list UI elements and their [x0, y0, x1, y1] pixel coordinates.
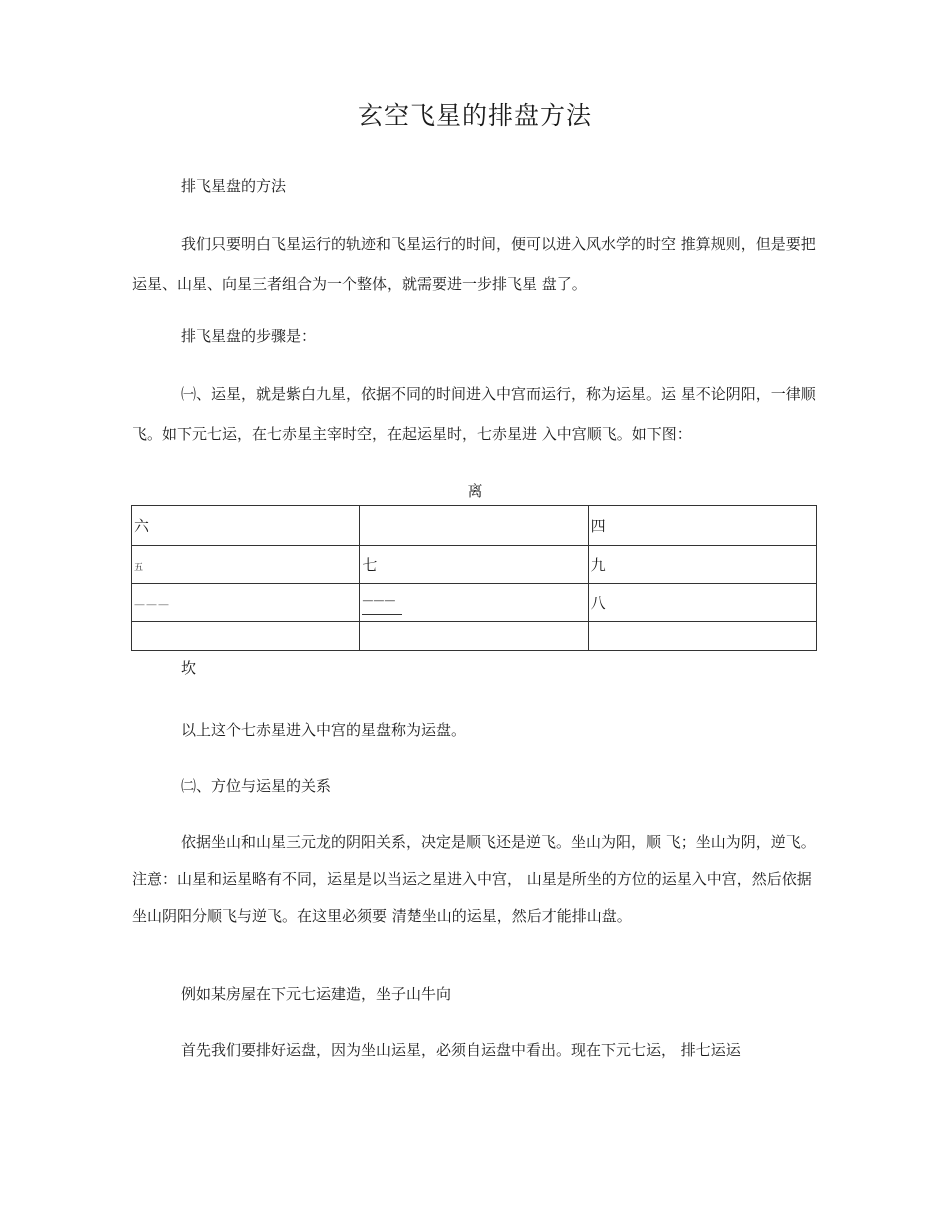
chart-cell	[132, 622, 360, 651]
chart-cell-text: ———	[134, 597, 170, 611]
chart-cell: 九	[588, 546, 816, 584]
after-table-paragraph: 以上这个七赤星进入中宫的星盘称为运盘。	[181, 721, 467, 739]
chart-cell	[360, 622, 588, 651]
intro-paragraph: 我们只要明白飞星运行的轨迹和飞星运行的时间，便可以进入风水学的时空 推算规则，但是要把运星、山星、向星三者组合为一个整体，就需要进一步排飞星 盘了。	[132, 235, 816, 293]
chart-cell: 七	[360, 546, 588, 584]
chart-cell	[132, 584, 360, 622]
example-paragraph: 例如某房屋在下元七运建造，坐子山牛向	[181, 985, 452, 1003]
chart-row	[132, 546, 817, 584]
chart-row	[132, 584, 817, 622]
chart-cell: 八	[588, 584, 816, 622]
chart-row	[132, 506, 817, 546]
section-heading: 排飞星盘的方法	[181, 177, 287, 195]
chart-top-label: 离	[467, 482, 483, 500]
chart-cell-placeholder	[362, 596, 402, 615]
chart-cell	[360, 584, 588, 622]
chart-cell: 四	[588, 506, 816, 546]
chart-row	[132, 622, 817, 651]
final-paragraph: 首先我们要排好运盘，因为坐山运星，必须自运盘中看出。现在下元七运， 排七运运	[181, 1041, 741, 1059]
chart-cell: 六	[132, 506, 360, 546]
chart-cell-text: 五	[134, 562, 144, 573]
page-title: 玄空飞星的排盘方法	[357, 101, 592, 130]
flying-star-chart	[131, 505, 817, 651]
steps-heading: 排飞星盘的步骤是：	[181, 327, 317, 345]
underline-mark	[362, 606, 402, 615]
step2-paragraph: 依据坐山和山星三元龙的阴阳关系，决定是顺飞还是逆飞。坐山为阳，顺 飞；坐山为阴，逆飞。注意：山星和运星略有不同，运星是以当运之星进入中宫， 山星是所坐的方位的运星入中宫，然后依据坐山阴阳分顺飞与逆飞。在这里必须要 清楚坐山的运星，然后才能排山盘。	[132, 833, 816, 925]
step2-heading: ㈡、方位与运星的关系	[181, 777, 332, 795]
chart-cell	[360, 506, 588, 546]
chart-cell	[132, 546, 360, 584]
chart-cell	[588, 622, 816, 651]
chart-bottom-label: 坎	[181, 659, 197, 677]
chart-cell-text: ———	[362, 594, 396, 607]
step1-paragraph: ㈠、运星，就是紫白九星，依据不同的时间进入中宫而运行，称为运星。运 星不论阴阳，一律顺飞。如下元七运，在七赤星主宰时空，在起运星时，七赤星进 入中宫顺飞。如下图：	[132, 385, 816, 443]
